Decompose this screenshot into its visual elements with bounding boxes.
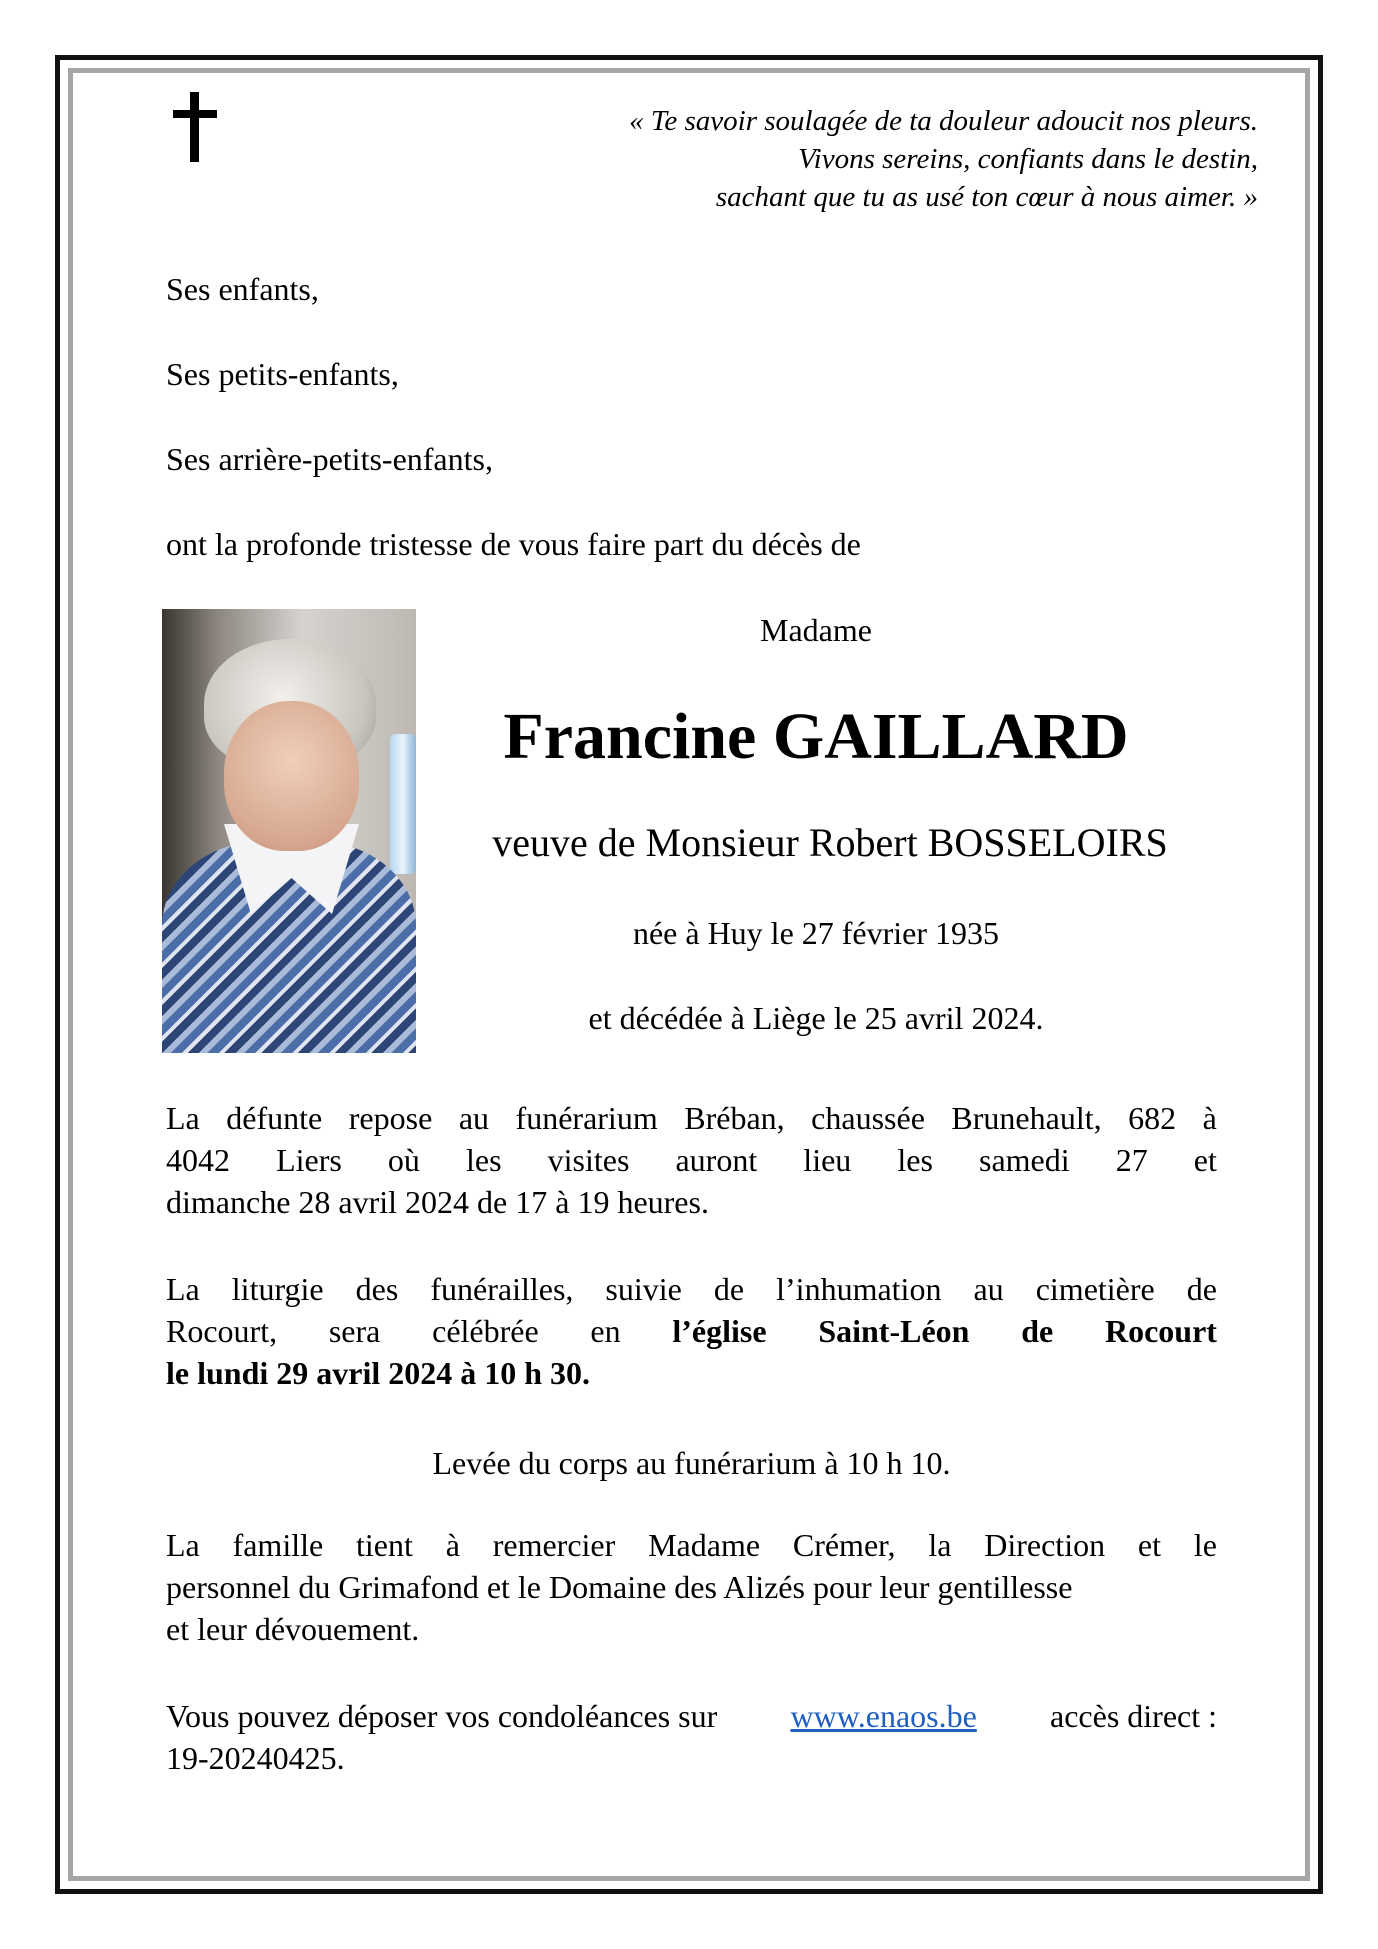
death-info: et décédée à Liège le 25 avril 2024. (588, 1000, 1044, 1036)
word: liturgie (231, 1271, 324, 1307)
word: Rocourt (1104, 1313, 1217, 1349)
word: famille (232, 1527, 324, 1563)
word: le (1193, 1527, 1217, 1563)
word: lieu (803, 1142, 852, 1178)
word: samedi (978, 1142, 1070, 1178)
word: 682 (1128, 1100, 1177, 1136)
word: de (713, 1271, 745, 1307)
thanks-line-1 (166, 1524, 1217, 1566)
deceased-title: Madame (760, 612, 872, 648)
word: chaussée (811, 1100, 925, 1136)
word: l’inhumation (776, 1271, 942, 1307)
visitation-line-1 (166, 1097, 1217, 1139)
word: Saint-Léon (818, 1313, 970, 1349)
condolences-access: accès direct : (1050, 1698, 1217, 1734)
word: sera (328, 1313, 381, 1349)
word: au (973, 1271, 1004, 1307)
word: Bréban, (684, 1100, 785, 1136)
word: La (166, 1527, 200, 1563)
word: Crémer, (792, 1527, 896, 1563)
family-grandchildren: Ses petits-enfants, (166, 356, 399, 392)
word: de (1186, 1271, 1217, 1307)
word: cimetière (1035, 1271, 1155, 1307)
word: La (166, 1271, 200, 1307)
portrait-photo (162, 609, 416, 1053)
word: funérailles, (430, 1271, 574, 1307)
word: funérarium (515, 1100, 658, 1136)
word: à (1202, 1100, 1217, 1136)
funeral-paragraph (166, 1268, 1217, 1394)
word: l’église (672, 1313, 767, 1349)
word: en (590, 1313, 621, 1349)
funeral-line-1 (166, 1268, 1217, 1310)
word: les (897, 1142, 933, 1178)
epitaph-quote (358, 102, 1258, 216)
thanks-paragraph (166, 1524, 1217, 1650)
visitation-line-3: dimanche 28 avril 2024 de 17 à 19 heures. (166, 1184, 709, 1220)
word: et (1193, 1142, 1217, 1178)
word: visites (547, 1142, 630, 1178)
word: La (166, 1100, 200, 1136)
family-great-grandchildren: Ses arrière-petits-enfants, (166, 441, 493, 477)
funeral-date: le lundi 29 avril 2024 à 10 h 30. (166, 1355, 591, 1391)
visitation-paragraph (166, 1097, 1217, 1223)
word: célébrée (432, 1313, 539, 1349)
word: 4042 (166, 1142, 230, 1178)
word: des (355, 1271, 399, 1307)
word: remercier (492, 1527, 616, 1563)
family-children: Ses enfants, (166, 271, 319, 307)
word: où (387, 1142, 420, 1178)
deceased-name: Francine GAILLARD (503, 700, 1129, 773)
quote-line: sachant que tu as usé ton cœur à nous aimer. » (715, 181, 1258, 213)
visitation-line-2 (166, 1139, 1217, 1181)
word: la (928, 1527, 952, 1563)
word: auront (675, 1142, 758, 1178)
announcement-intro: ont la profonde tristesse de vous faire part du décès de (166, 526, 861, 562)
word: Liers (276, 1142, 342, 1178)
word: Direction (984, 1527, 1106, 1563)
condolences-text: Vous pouvez déposer vos condoléances sur (166, 1698, 718, 1734)
cross-icon (170, 92, 220, 162)
word: Madame (648, 1527, 761, 1563)
funeral-line-2 (166, 1310, 1217, 1352)
word: suivie (605, 1271, 682, 1307)
condolences-line-1 (166, 1695, 1217, 1737)
word: tient (356, 1527, 413, 1563)
word: Brunehault, (951, 1100, 1102, 1136)
thanks-line-2: personnel du Grimafond et le Domaine des Alizés pour leur gentillesse (166, 1569, 1073, 1605)
word: à (445, 1527, 460, 1563)
condolences-code: 19-20240425. (166, 1740, 345, 1776)
condolences-paragraph (166, 1695, 1217, 1779)
quote-line: « Te savoir soulagée de ta douleur adoucit nos pleurs. (629, 105, 1258, 137)
quote-line: Vivons sereins, confiants dans le destin, (798, 143, 1258, 175)
thanks-line-3: et leur dévouement. (166, 1611, 420, 1647)
word: repose (348, 1100, 433, 1136)
word: de (1021, 1313, 1054, 1349)
word: au (458, 1100, 490, 1136)
deceased-widow-of: veuve de Monsieur Robert BOSSELOIRS (492, 820, 1168, 865)
word: et (1137, 1527, 1161, 1563)
word: défunte (226, 1100, 323, 1136)
enaos-link[interactable]: www.enaos.be (790, 1698, 977, 1734)
levee-du-corps: Levée du corps au funérarium à 10 h 10. (432, 1445, 951, 1481)
word: les (465, 1142, 502, 1178)
word: 27 (1115, 1142, 1148, 1178)
birth-info: née à Huy le 27 février 1935 (632, 915, 1000, 951)
word: Rocourt, (166, 1313, 278, 1349)
